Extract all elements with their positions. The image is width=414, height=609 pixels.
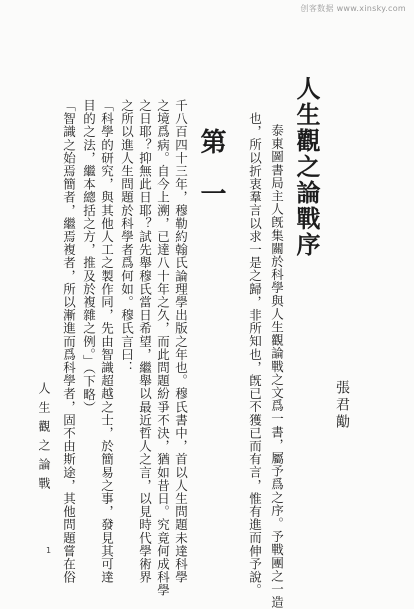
chapter-heading: 第一 [196, 128, 226, 232]
page-number: 1 [46, 546, 52, 555]
body-line-4: 之所以進人生問題於科學者爲何如。穆氏言曰： [119, 99, 135, 375]
preface-line-1: 泰東圖書局主人旣集關於科學與人生觀論戰之文爲一書，屬予爲之序。予戰團之一造 [269, 124, 285, 609]
body-line-6: 目的之法，繼本總括之方，推及於複雜之例。」（下略） [81, 99, 97, 414]
page-title: 人生觀之論戰序 [292, 76, 321, 258]
watermark-text: 创客数据 www.xinsky.com [300, 4, 406, 13]
author-name: 張君勱 [334, 380, 350, 431]
side-running-title: 人生觀之論戰 [37, 382, 51, 496]
body-line-1: 千八百四十三年，穆勒約翰氏論理學出版之年也。穆氏書中，首以人生問題未達科學 [173, 99, 189, 584]
body-line-3: 之日耶？抑無此日耶？試先舉穆氏當日希望，繼舉以最近哲人之言，以見時代學術界 [137, 99, 153, 584]
preface-line-2: 也，所以折衷羣言以求一是之歸，非所知也，旣已不獲已而有言，惟有進而伸予說。 [247, 112, 263, 597]
body-line-7: 「智識之始焉簡者，繼焉複者，所以漸進而爲科學者，固不由斯途，其他問題嘗在俗 [61, 99, 77, 584]
body-line-5: 「科學的研究，與其他人工之製作同，先由智識超越之士，於簡易之事，發見其可達 [99, 99, 115, 584]
body-line-2: 之境爲病。自今上溯，已達八十年之久，而此問題紛爭不決，猶如昔日。究竟何成科學 [155, 99, 171, 597]
